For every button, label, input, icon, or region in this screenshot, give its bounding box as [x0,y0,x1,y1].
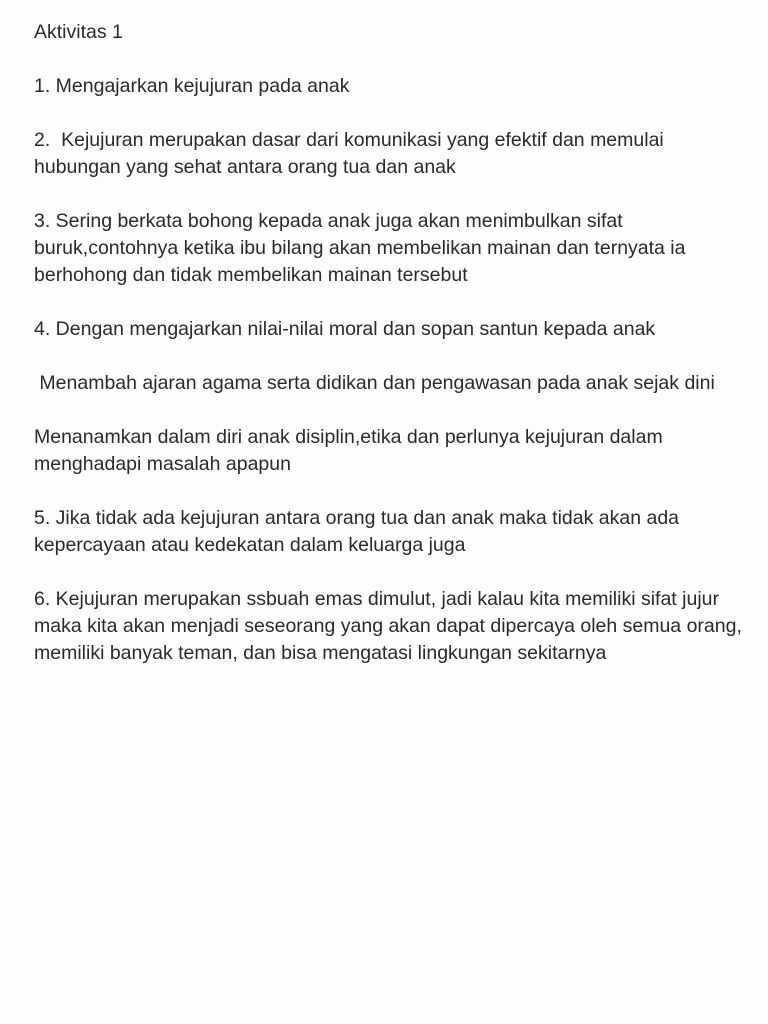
note-document [34,19,748,694]
document-title: Aktivitas 1 [34,21,123,43]
paragraph-4a: Menambah ajaran agama serta didikan dan pengawasan pada anak sejak dini [34,372,715,394]
paragraph-4: 4. Dengan mengajarkan nilai-nilai moral dan sopan santun kepada anak [34,318,656,340]
paragraph-6: 6. Kejujuran merupakan ssbuah emas dimulut, jadi kalau kita memiliki sifat jujur maka kita akan menjadi seseorang yang akan dapat dipercaya oleh semua orang, memiliki banyak teman, dan bisa mengatasi lingkungan sekitarnya [34,588,748,664]
paragraph-4b: Menanamkan dalam diri anak disiplin,etika dan perlunya kejujuran dalam menghadapi masalah apapun [34,426,669,475]
paragraph-3: 3. Sering berkata bohong kepada anak juga akan menimbulkan sifat buruk,contohnya ketika ibu bilang akan membelikan mainan dan ternyata ia berhohong dan tidak membelikan mainan tersebut [34,210,691,286]
paragraph-5: 5. Jika tidak ada kejujuran antara orang tua dan anak maka tidak akan ada kepercayaan atau kedekatan dalam keluarga juga [34,507,685,556]
paragraph-1: 1. Mengajarkan kejujuran pada anak [34,75,350,97]
paragraph-2: 2. Kejujuran merupakan dasar dari komunikasi yang efektif dan memulai hubungan yang sehat antara orang tua dan anak [34,129,670,178]
